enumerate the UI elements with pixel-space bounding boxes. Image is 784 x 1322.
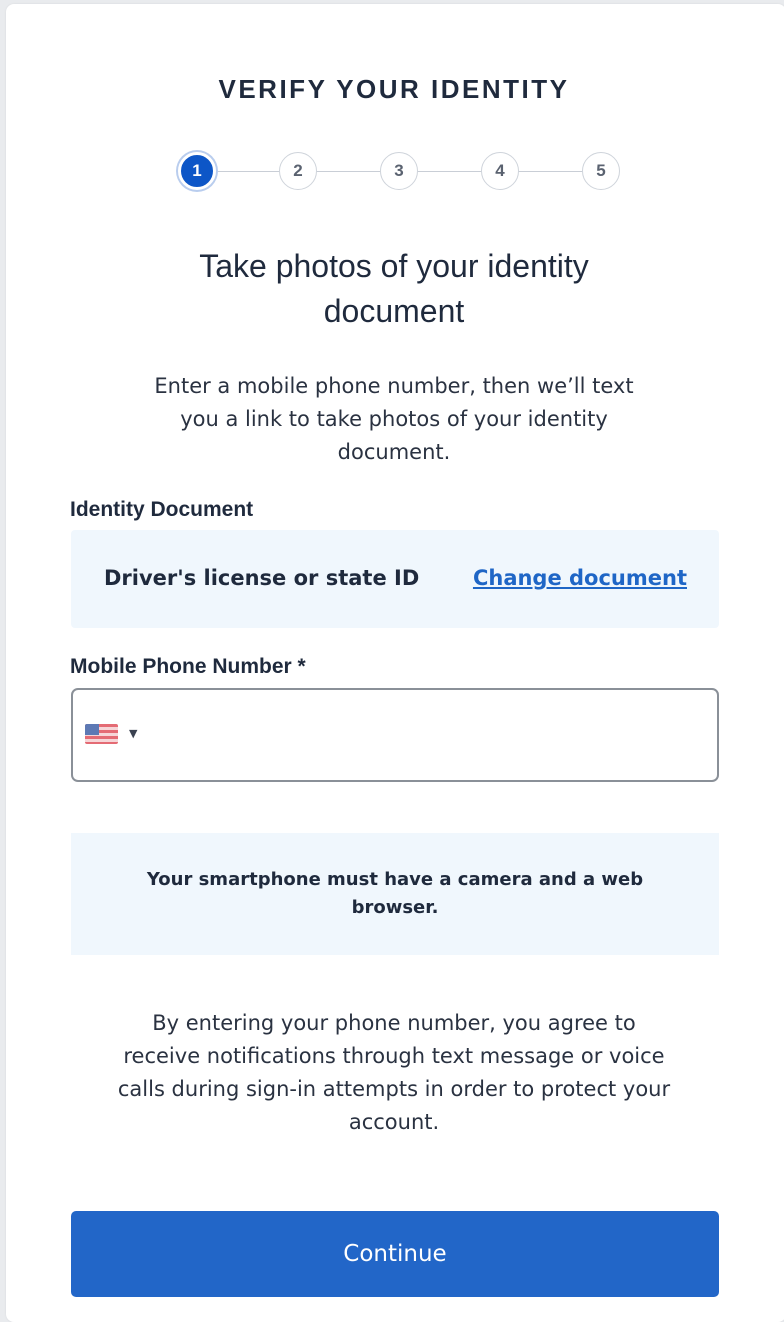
verification-card xyxy=(6,4,784,1322)
selected-document: Driver's license or state ID xyxy=(104,566,420,590)
step-3: 3 xyxy=(380,152,418,190)
page-heading-line-1: Take photos of your identity xyxy=(199,248,589,284)
consent-text: By entering your phone number, you agree to receive notifications through text message or voice calls during sign-in attempts in order to protect your account. xyxy=(117,1011,671,1134)
step-4: 4 xyxy=(481,152,519,190)
mobile-phone-label: Mobile Phone Number * xyxy=(70,655,306,678)
identity-document-panel xyxy=(71,530,719,628)
page-heading-line-2: document xyxy=(323,293,465,329)
us-flag-canton xyxy=(85,724,99,735)
step-2: 2 xyxy=(279,152,317,190)
us-flag-icon xyxy=(85,724,118,744)
progress-stepper xyxy=(176,150,622,194)
step-1: 1 xyxy=(178,152,216,190)
intro-text: Enter a mobile phone number, then we’ll text you a link to take photos of your identity document. xyxy=(154,374,634,464)
smartphone-notice xyxy=(71,833,719,955)
change-document-link[interactable]: Change document xyxy=(472,566,687,590)
identity-document-label: Identity Document xyxy=(70,498,254,521)
country-code-select[interactable] xyxy=(85,724,141,746)
continue-button[interactable]: Continue xyxy=(71,1211,719,1297)
phone-input-wrapper xyxy=(71,688,719,782)
page-heading xyxy=(106,244,682,334)
smartphone-notice-text: Your smartphone must have a camera and a web browser. xyxy=(146,869,644,918)
phone-number-input[interactable] xyxy=(153,704,707,768)
step-5: 5 xyxy=(582,152,620,190)
chevron-down-icon: ▼ xyxy=(129,727,138,740)
page-eyebrow-title: VERIFY YOUR IDENTITY xyxy=(218,74,570,104)
